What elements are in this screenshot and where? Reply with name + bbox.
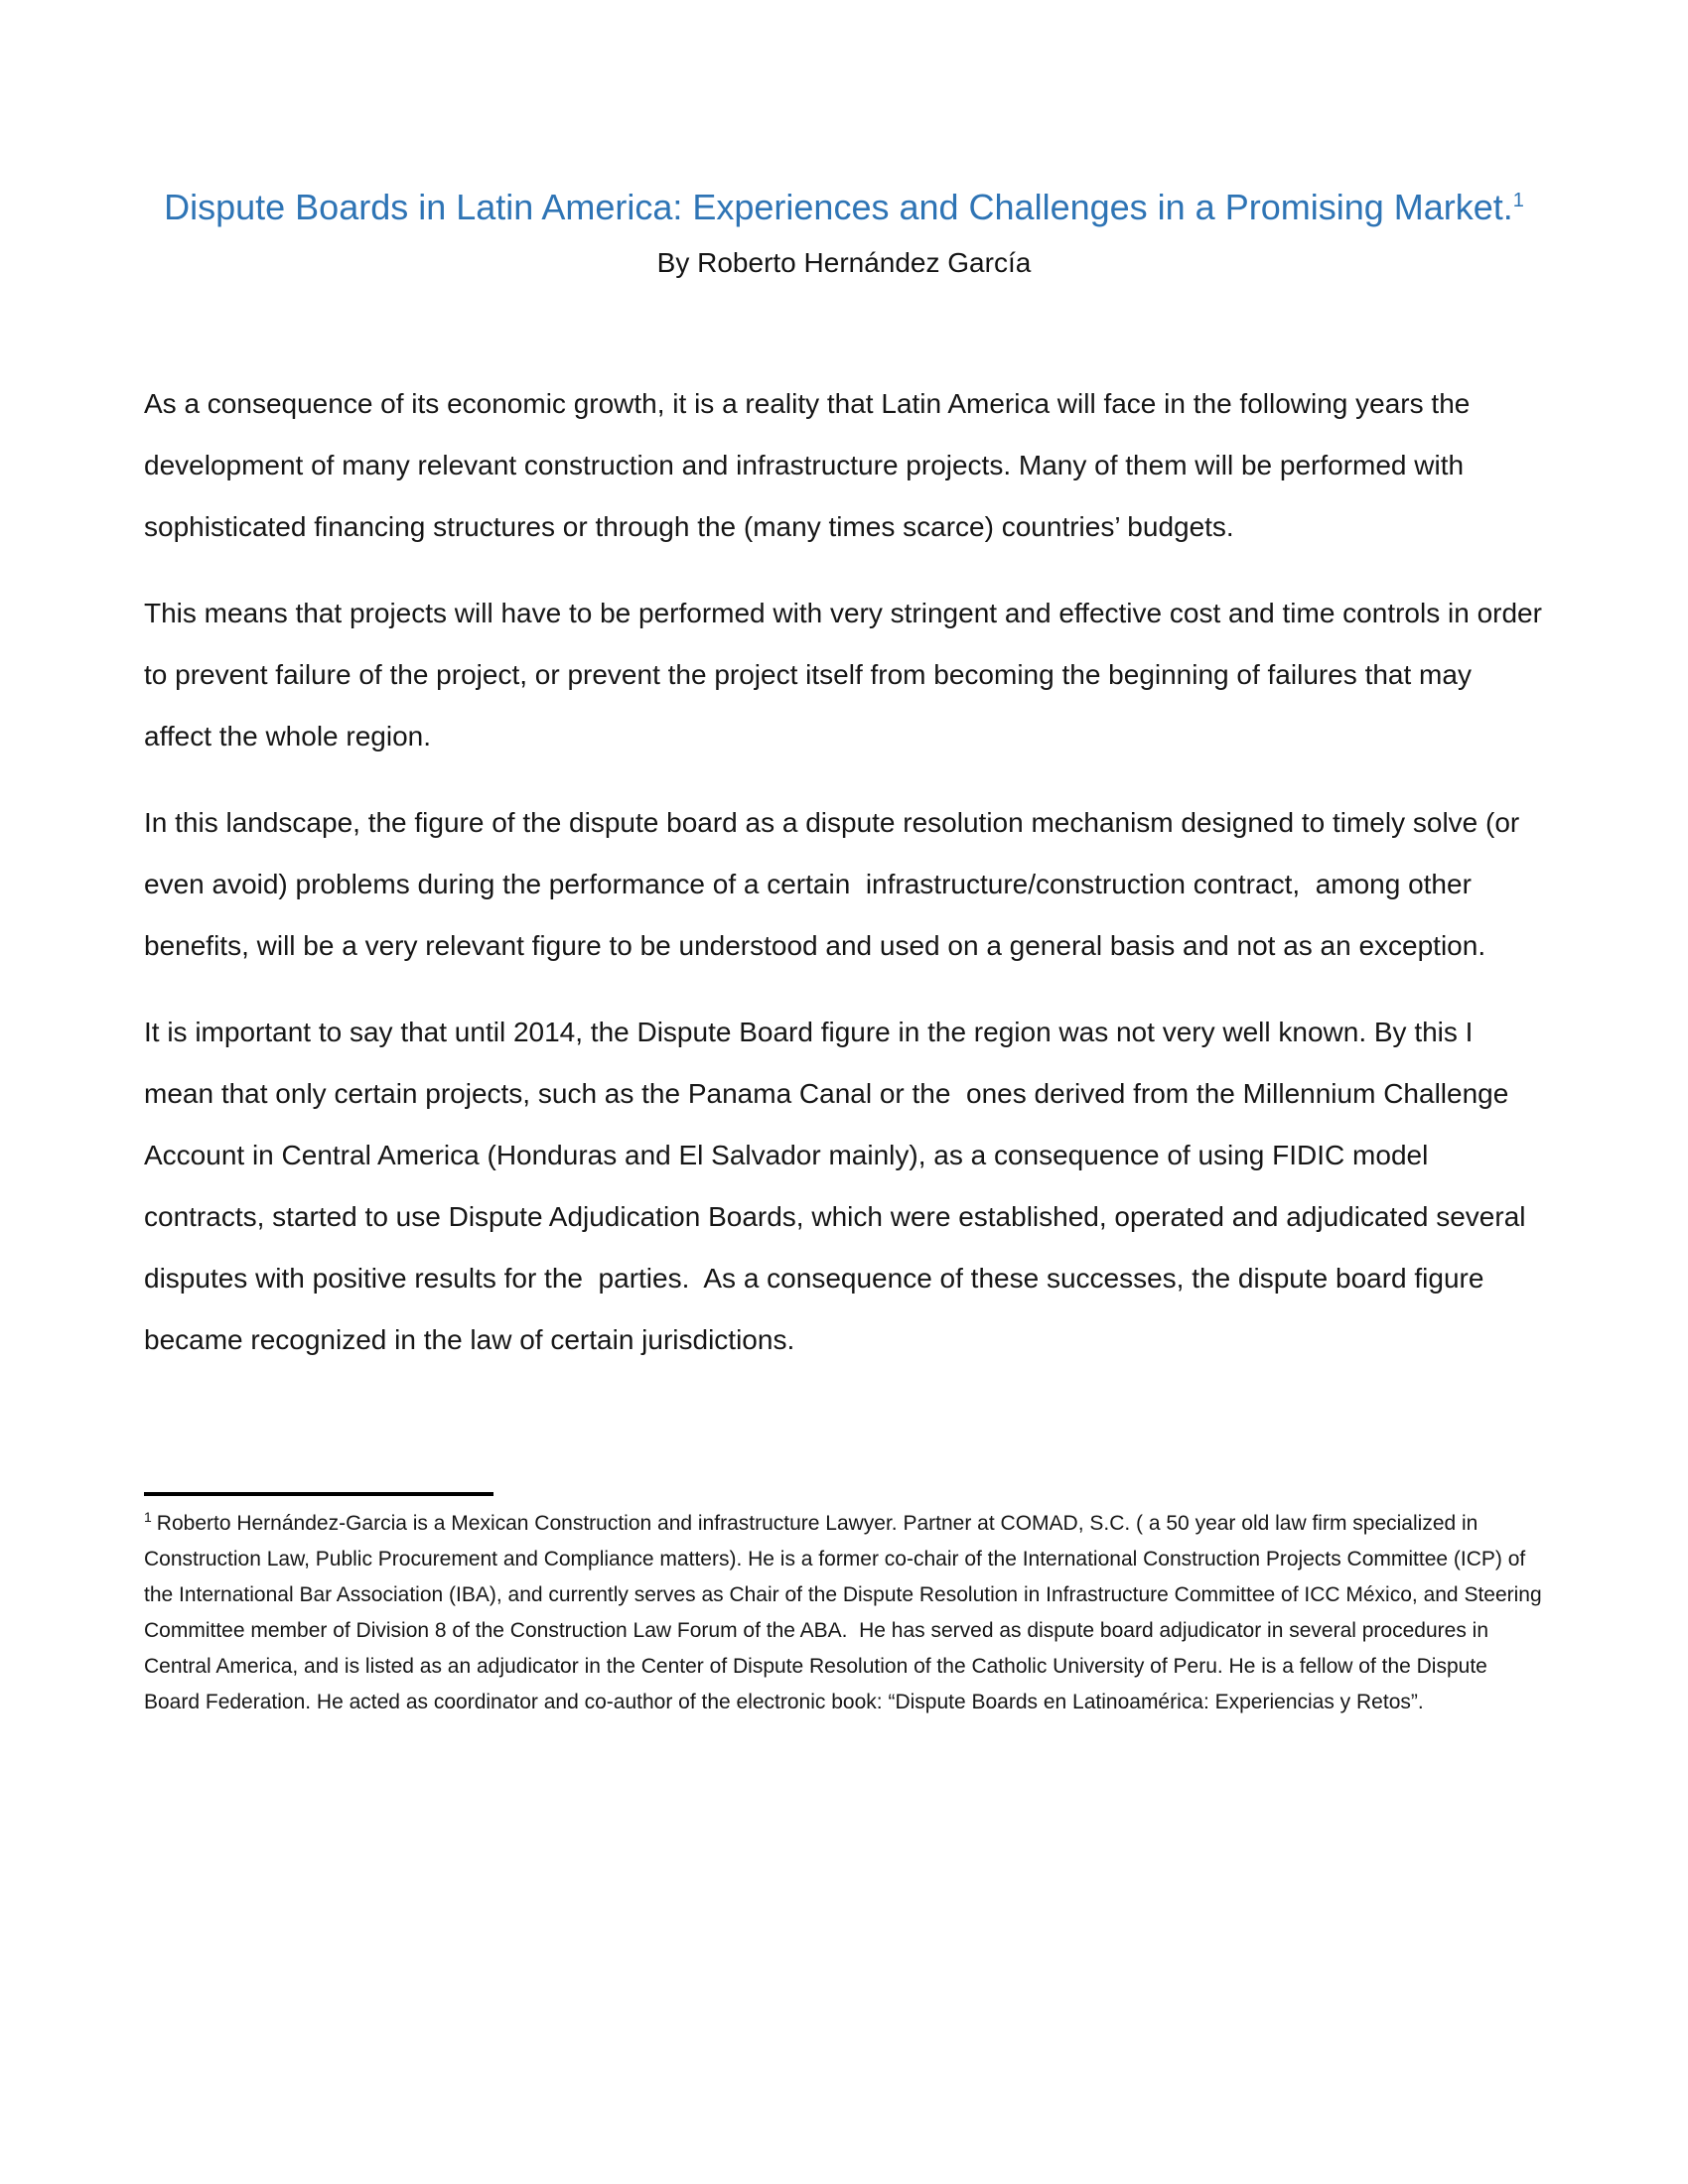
body-paragraph-2: This means that projects will have to be performed with very stringent and effective cost and time controls in order to prevent failure of the project, or prevent the project itself from becoming the beginning of failures that may affect the whole region. — [144, 598, 1550, 751]
document-content — [144, 0, 1550, 1720]
title-footnote-reference[interactable]: 1 — [1512, 190, 1524, 211]
body-paragraph-3: In this landscape, the figure of the dispute board as a dispute resolution mechanism designed to timely solve (or even avoid) problems during the performance of a certain infrastructure/construction contract, among other benefits, will be a very relevant figure to be understood and used on a general basis and not as an exception. — [144, 807, 1528, 961]
document-body — [144, 373, 1550, 1371]
page-title-text: Dispute Boards in Latin America: Experiences and Challenges in a Promising Market. — [164, 187, 1513, 227]
footnote-separator — [144, 1492, 493, 1496]
body-paragraph-1: As a consequence of its economic growth, it is a reality that Latin America will face in the following years the development of many relevant construction and infrastructure projects. Many of them will be performed with sophisticated financing structures or through the (many times scarce) countries’ budgets. — [144, 388, 1478, 542]
page-title — [149, 177, 1539, 238]
footnote-marker[interactable]: 1 — [144, 1509, 152, 1525]
footnote — [144, 1506, 1548, 1720]
footnote-text: Roberto Hernández-Garcia is a Mexican Construction and infrastructure Lawyer. Partner at COMAD, S.C. ( a 50 year old law firm specialized in Construction Law, Public Procurement and Compliance matters). He is a former co-chair of the International Construction Projects Committee (ICP) of the International Bar Association (IBA), and currently serves as Chair of the Dispute Resolution in Infrastructure Committee of ICC México, and Steering Committee member of Division 8 of the Construction Law Forum of the ABA. He has served as dispute board adjudicator in several procedures in Central America, and is listed as an adjudicator in the Center of Dispute Resolution of the Catholic University of Peru. He is a fellow of the Dispute Board Federation. He acted as coordinator and co-author of the electronic book: “Dispute Boards en Latinoamérica: Experiencias y Retos”. — [144, 1512, 1548, 1713]
body-paragraph-4: It is important to say that until 2014, the Dispute Board figure in the region was not very well known. By this I mean that only certain projects, such as the Panama Canal or the ones derived from the Millennium Challenge Account in Central America (Honduras and El Salvador mainly), as a consequence of using FIDIC model contracts, started to use Dispute Adjudication Boards, which were established, operated and adjudicated several disputes with positive results for the parties. As a consequence of these successes, the dispute board figure became recognized in the law of certain jurisdictions. — [144, 1017, 1534, 1355]
byline: By Roberto Hernández García — [656, 247, 1032, 278]
